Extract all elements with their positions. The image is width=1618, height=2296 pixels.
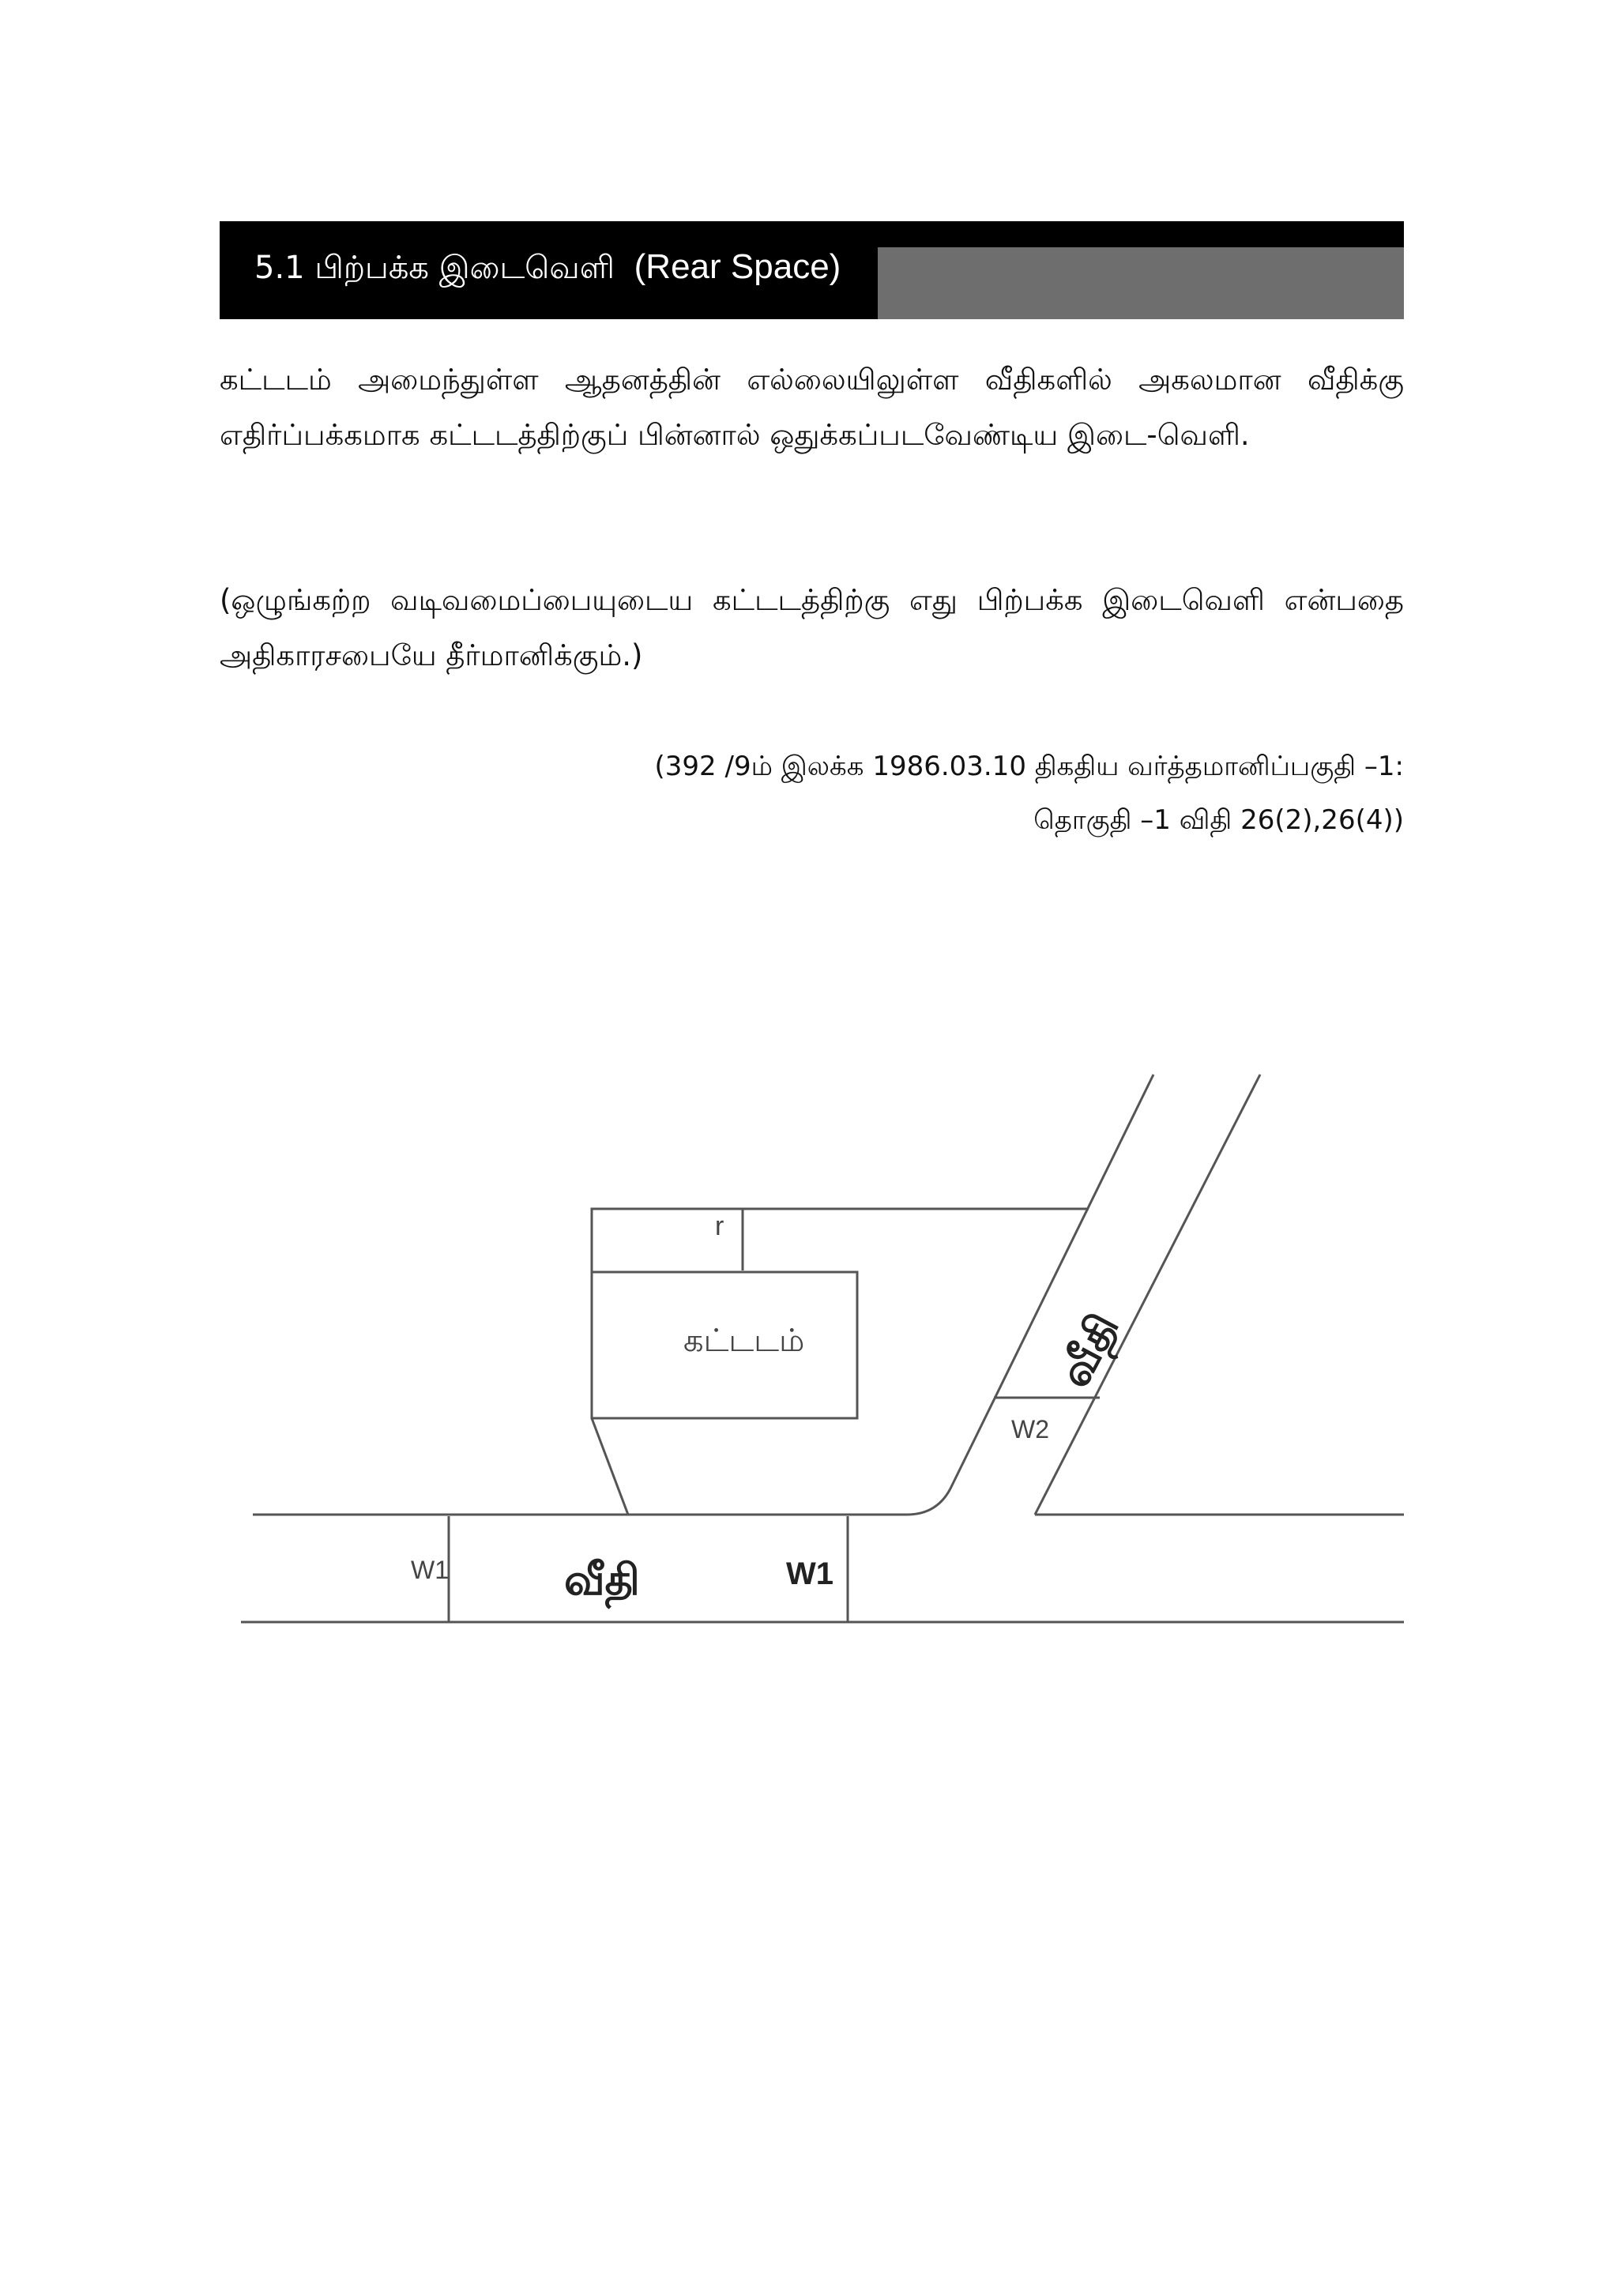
main-road-top-edge	[253, 1075, 1153, 1515]
plot-boundary	[592, 1209, 1089, 1272]
section-title-english: (Rear Space)	[634, 247, 841, 286]
w1-right-label: W1	[786, 1556, 833, 1591]
rear-space-diagram	[0, 1027, 1618, 1659]
plot-boundary-slant	[592, 1418, 628, 1515]
citation-line-2: தொகுதி –1 விதி 26(2),26(4))	[1033, 804, 1404, 836]
building-label: கட்டடம்	[683, 1323, 805, 1359]
side-road-label: வீதி	[1048, 1304, 1129, 1396]
w1-left-label: W1	[411, 1556, 449, 1584]
section-banner	[220, 221, 1404, 319]
citation-line-1: (392 /9ம் இலக்க 1986.03.10 திகதிய வர்த்தமானிப்பகுதி –1:	[654, 751, 1404, 782]
side-road-right-edge	[1035, 1075, 1260, 1515]
banner-grey-block	[878, 247, 1404, 319]
section-title	[254, 221, 841, 319]
w2-label: W2	[1011, 1415, 1049, 1443]
section-title-tamil: பிற்பக்க இடைவெளி	[314, 250, 615, 286]
main-road-label: வீதி	[564, 1555, 640, 1605]
section-number: 5.1	[254, 250, 305, 286]
rear-space-label: r	[715, 1211, 724, 1241]
note-paragraph: (ஒழுங்கற்ற வடிவமைப்பையுடைய கட்டடத்திற்கு எது பிற்பக்க இடைவெளி என்பதை அதிகாரசபையே தீர்மானிக்கும்.)	[220, 583, 1404, 672]
definition-paragraph: கட்டடம் அமைந்துள்ள ஆதனத்தின் எல்லையிலுள்ள வீதிகளில் அகலமான வீதிக்கு எதிர்ப்பக்கமாக கட்டடத்திற்குப் பின்னால் ஒதுக்கப்படவேண்டிய இடை-வெளி.	[220, 363, 1404, 452]
